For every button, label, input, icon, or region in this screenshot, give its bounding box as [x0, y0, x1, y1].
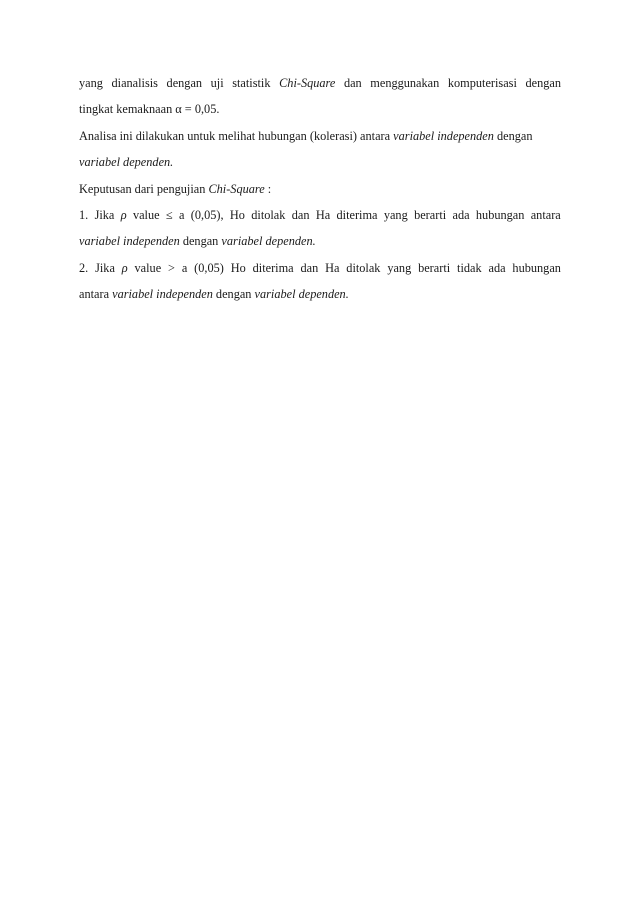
word: hubungan — [512, 260, 561, 275]
para2-line1 — [79, 123, 561, 149]
para2-line2 — [79, 149, 561, 175]
body-text — [79, 70, 561, 308]
word: menggunakan — [370, 76, 440, 90]
word: dengan — [166, 76, 203, 90]
word: ditolak — [251, 207, 286, 222]
word: dianalisis — [111, 76, 158, 90]
word: dan — [343, 76, 362, 90]
word: yang — [79, 76, 103, 90]
term-chi-square: Chi-Square — [279, 76, 336, 90]
text-run: Analisa ini dilakukan untuk melihat hubungan (kolerasi) antara — [79, 128, 394, 143]
para1-line2: tingkat kemaknaan α = 0,05. — [79, 102, 220, 117]
term-variabel-dependen: variabel dependen. — [254, 287, 349, 302]
text-run: antara — [79, 287, 113, 302]
word: Jika — [95, 260, 115, 275]
list-number: 2. — [79, 260, 89, 275]
word: ada — [452, 207, 470, 222]
rho-symbol: ρ — [120, 207, 127, 222]
word: statistik — [232, 76, 271, 90]
word: (0,05), — [190, 207, 224, 222]
para1-line1 — [79, 70, 561, 96]
text-run: Keputusan dari pengujian — [79, 181, 209, 196]
list-item-2-line1 — [79, 255, 561, 281]
word: a — [181, 260, 188, 275]
word: komputerisasi — [447, 76, 517, 90]
word: dengan — [525, 76, 561, 90]
para3 — [79, 176, 561, 202]
word: ≤ — [165, 207, 173, 222]
list-item-1-line2 — [79, 228, 561, 254]
word: > — [168, 260, 175, 275]
word: hubungan — [475, 207, 525, 222]
word: value — [134, 260, 162, 275]
word: diterima — [252, 260, 294, 275]
word: Ho — [229, 207, 245, 222]
word: berarti — [418, 260, 451, 275]
term-variabel-independen: variabel independen — [112, 287, 213, 302]
word: Ho — [230, 260, 246, 275]
term-chi-square: Chi-Square — [208, 181, 265, 196]
term-variabel-independen: variabel independen — [393, 128, 494, 143]
word: value — [132, 207, 160, 222]
word: yang — [383, 207, 408, 222]
word: ditolak — [346, 260, 381, 275]
text-run: dengan — [212, 287, 255, 302]
text-run: dengan — [493, 128, 533, 143]
word: Ha — [325, 260, 340, 275]
text-run: dengan — [179, 234, 222, 249]
word: uji — [210, 76, 224, 90]
rho-symbol: ρ — [121, 260, 128, 275]
term-variabel-dependen: variabel dependen. — [221, 234, 316, 249]
word: Jika — [94, 207, 115, 222]
word: ada — [488, 260, 506, 275]
word: dan — [291, 207, 310, 222]
term-variabel-independen: variabel independen — [79, 234, 180, 249]
list-item-1-line1 — [79, 202, 561, 228]
word: antara — [530, 207, 561, 222]
term-variabel-dependen: variabel dependen. — [79, 155, 174, 170]
word: berarti — [414, 207, 447, 222]
list-number: 1. — [79, 207, 89, 222]
list-item-2-line2 — [79, 281, 561, 307]
word: tidak — [457, 260, 482, 275]
word: a — [178, 207, 185, 222]
word: (0,05) — [194, 260, 224, 275]
word: dan — [300, 260, 319, 275]
word: yang — [387, 260, 412, 275]
text-run: : — [264, 181, 272, 196]
word: diterima — [336, 207, 378, 222]
word: Ha — [315, 207, 331, 222]
